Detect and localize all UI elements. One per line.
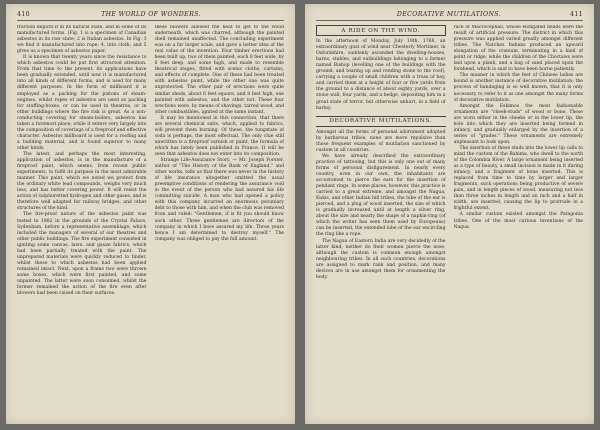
paragraph: race of Macrocephali, whose elongated heads were the result of artificial pressure. The district in which this pressure was applied varied greatly amongst different tribes. The Natchez Indians produced an upward elongation of the cranium, terminating in a kind of point or ridge, while the children of the Choctaws were laid upon a plank, and a bag of sand placed upon the forehead, which is said to have been borne patiently. — [453, 25, 583, 73]
paragraph: The insertion of these studs into the lower lip calls to mind the custom of the Bahima, who dwell to the north of the Colombia River. A large ornament being inserted as a type of beauty, a small incision is made in it during infancy, and a fragment of bone inserted. This is replaced from time to time by larger and larger fragments, such operations being productive of severe pain, and in length pieces of wood, measuring not less than three inches in length and an inch and a half in width, are inserted, causing the lip to protrude in a frightful extent. — [453, 145, 583, 212]
page-number: 410 — [17, 11, 31, 18]
left-column-1 — [17, 25, 147, 421]
paragraph: The latest, and perhaps the most interesting, application of asbestos, is in the manufacture of a fireproof paint, which seems, from recent public experiments, to fulfil its purpose in the most admirable manner. This paint, which we noted we protect from the ordinary white lead compounds, weighs very much less, and has better covering power. It will resist the action of sulphuretted hydrogen and other gases, and is therefore well adapted for railway bridges, and other structures of the kind. — [17, 151, 147, 212]
paragraph: The manner in which the feet of Chinese ladies are bound is another instance of decorative mutilation; the process of bandaging is so well known, that it is only necessary to refer to it as one amongst the many forms of decorative mutilation. — [453, 73, 583, 103]
right-column-2 — [454, 25, 584, 421]
paragraph: Amongst the Eskimos the most fashionable ornaments are "cheek-studs" of wood or bone. These are worn either in the cheeks or in the lower lip, the hole into which they are inserted being formed in infancy, and gradually enlarged by the insertion of a series of "grades." These ornaments are extremely unpleasant to look upon. — [453, 103, 583, 145]
right-page — [305, 4, 594, 424]
left-page-header — [17, 11, 284, 21]
left-page-columns — [17, 25, 284, 421]
paragraph: It may be mentioned in this connection, that there are several chemical salts, which, applied to fabrics, will prevent them burning. Of these, the tungstate of soda is perhaps, the most effectual. The only clue still unwritten is a fireproof varnish or paint, the formula of which has lately been published in France. It will be seen that asbestos does not enter into its composition. — [154, 115, 284, 157]
book-spread — [6, 4, 594, 424]
paragraph: A similar custom existed amongst the Patagonia tribes. One of the most curious inventions of the Nagua. — [453, 212, 583, 230]
paragraph: It is known that twenty years since the resistance to which asbestos could be put first attracted attention. From that time to the present, its applications have been gradually extended, until now it is manufactured into all kinds of different forms, and is used for many different purposes. In the form of millboard it is employed as a packing for the pistons of steam-engines, whilst ropes of asbestos are used as packing for stuffing-boxes, or can be used in theatres, or in other buildings where the fire risk is great. As a non-conducting covering for steam-boilers, asbestos has taken a foremost place; while it enters very largely into the composition of coverings of a fireproof and effective character. Asbestos millboard is used for a roofing and a building material, and is found superior to many other kinds. — [17, 55, 147, 151]
paragraph: Amongst all the forms of personal adornment adopted by barbarous tribes, none are more repulsive than those frequent examples of mutilation sanctioned by custom in all countries. — [316, 129, 446, 153]
running-title: DECORATIVE MUTILATIONS. — [396, 11, 502, 18]
paragraph: traction depicts it in its natural state, and in some of its manufactured forms. (Fig. 1 is a specimen of Canadian asbestos in its raw state; 2 is Italian asbestos. In Fig. 3 we find it manufactured into rope; 4, into cloth; and 5 gives us a specimen of asbestos paper. — [17, 25, 147, 55]
page-number: 411 — [569, 11, 583, 18]
paragraph: Strange Life-Assurance Story. — Mr. Joseph Forster, author of "The History of the Bank of England," and other works, tells us that there was never in the history of life insurance altogether omitted the usual preemptive conditions of rendering the assurance void in the event of the person who had assured his life committing suicide. A man who had opened a policy with this company incurred an enormous pecuniary debt to those with him, and when the club was removed from and ruled: "Gentlemen, if is fit you should know each other. Three gentlemen are directors of the company in which I have assured my life. Three years hence I am determined to destroy myself." The company was obliged to pay the full amount. — [154, 158, 284, 242]
paragraph: We have already described the extraordinary practice of tattooing, but this is only one out of many forms of personal disfigurement. In nearly every country, even in our own, the inhabitants are accustomed to pierce the ears for the insertion of pendant rings. In some places, however, this practice is carried to a great extreme, and amongst the Nagua, Kukis, and other Indian hill tribes, the lobe of the ear is pierced, and a plug of wood inserted, the size of which is gradually increased until at length a silver ring, about the size and nearly the shape of a napkin-ring (of which the writer has seen them used by Europeans) can be inserted, the extended lobe of the ear encircling the ring like a rope. — [316, 153, 446, 238]
paragraph: The Nagua of Eastern India are very decidedly of the latter kind; neither do their women pierce the nose, although the custom is common enough amongst neighbouring tribes. In all such countries, decorations are assigned to mark rank and position, and many devices are in use amongst them for ornamenting the body. — [316, 238, 446, 280]
right-page-header — [316, 11, 583, 21]
paragraph: these blowers allowed the heat to get to the wood underneath, which was charred, although the painted shell remained unaffected. The concluding experiment was on a far larger scale, and gave a better idea of the real value of the invention. Four timber erections had been built up, two of them painted, each 8 feet wide, by 6 feet deep, and some high, and made to resemble theatrical stages, fitted with scenic cloths, curtains, and effects of complete. One of these had been treated with asbestos paint, while the other one was quite unprotected. The other pair of erections were quite similar sheds, about 6 feet square, and 8 feet high, one painted with asbestos, and the other not. These four erections were, by means of shavings, tarred wood, and other combustibles, ignited at the same instant. — [154, 25, 284, 115]
left-column-2 — [155, 25, 285, 421]
section-heading-ride-on-the-wind: A RIDE ON THE WIND. — [316, 25, 446, 36]
running-title: THE WORLD OF WONDERS. — [101, 11, 201, 18]
section-heading-decorative-mutilations: DECORATIVE MUTILATIONS. — [316, 116, 446, 127]
left-page — [6, 4, 295, 424]
right-column-1 — [316, 25, 446, 421]
paragraph: In the afternoon of Monday, July 19th, 1768, an extraordinary gust of wind near Chesterly Mortimer, in Oxfordshire, suddenly ascended the dwelling-houses, barns, stables, and outbuildings belonging to a farmer named Bishop (levelling one of the buildings with the ground, and tearing up and rending stone to the roof), carrying a couple of small children with a truss of hay, and carried them at a height of four or five yards from the ground to a distance of about eighty yards, over a stone wall, four yards, and a hedge, depositing him in a great state of terror, but otherwise unhurt, in a field of barley. — [316, 39, 446, 111]
right-page-columns — [316, 25, 583, 421]
paragraph: The fire-proof nature of the asbestos paint was tested in 1882 in the grounds of the Crystal Palace, Sydenham, before a representative assemblage, which included the managers of several of our theatres and other public buildings. The fire experiment consisted in igniting some canvas, lawn, and gauze fabrics, which had been partially treated with the paint. The unprepared materials were quickly reduced to tinder, whilst those to which asbestos had been applied remained intact. Next, upon a frame two were thrown some boxes, which were first painted, and some unpainted. The latter were soon consumed, whilst the former remained the action of the fire even after blowers had been raised on their surfaces. — [17, 212, 147, 297]
